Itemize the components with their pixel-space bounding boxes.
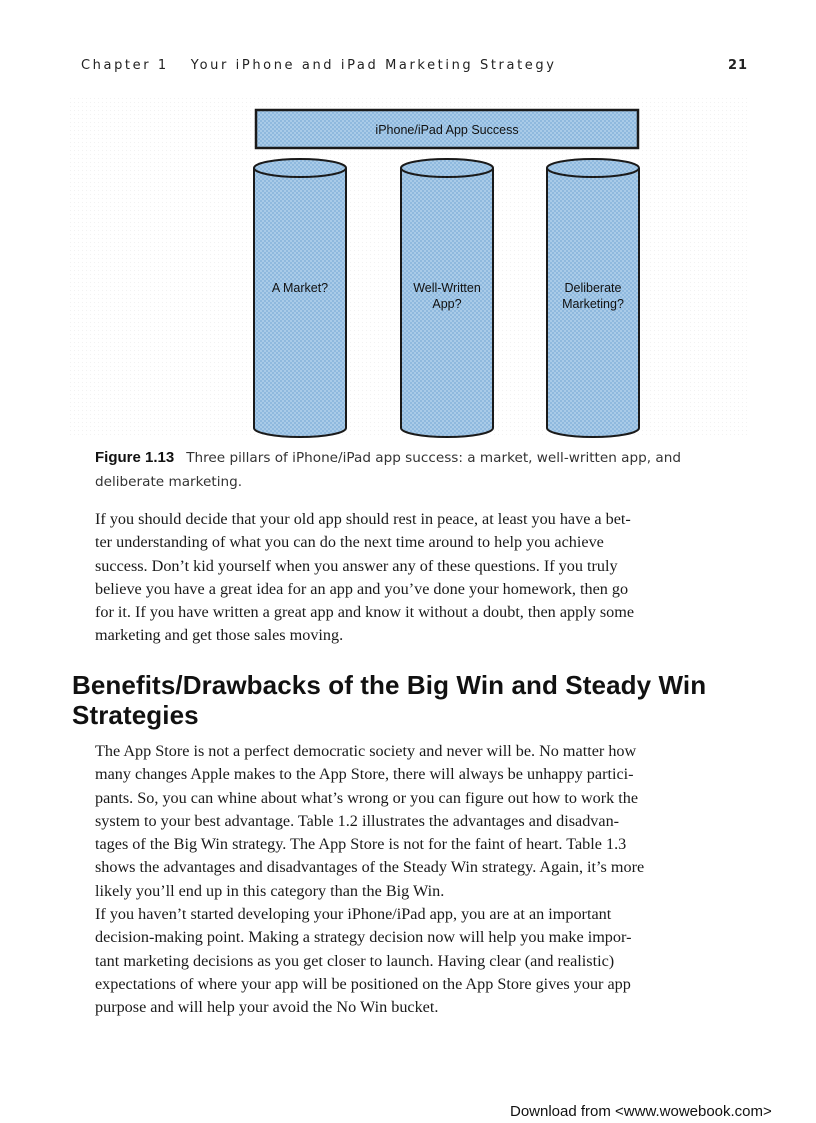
success-bar (256, 110, 638, 148)
pillar-app-label-line-1: Well-Written (413, 281, 481, 295)
pillars-diagram (70, 98, 750, 438)
paragraph-line: purpose and will help your avoid the No Win bucket. (95, 998, 439, 1017)
paragraph-1 (95, 508, 747, 648)
paragraph-3 (95, 903, 747, 1019)
paragraph-line: believe you have a great idea for an app and you’ve done your homework, then go (95, 579, 629, 598)
paragraph-line: ter understanding of what you can do the next time around to help you achieve (95, 533, 604, 552)
pillar-market-label: A Market? (271, 281, 329, 295)
chapter-label: Chapter 1 (81, 58, 169, 73)
paragraph-line: pants. So, you can whine about what’s wrong or you can figure out how to work the (95, 788, 639, 807)
paragraph-line: decision-making point. Making a strategy decision now will help you make impor- (95, 928, 632, 947)
paragraph-line: marketing and get those sales moving. (95, 626, 344, 645)
section-heading-line-2: Strategies (72, 700, 199, 730)
figure-caption (95, 446, 745, 494)
paragraph-line: If you haven’t started developing your iPhone/iPad app, you are at an important (95, 905, 612, 923)
pillar-deliberate-marketing (547, 159, 639, 437)
paragraph-line: The App Store is not a perfect democratic society and never will be. No matter how (95, 742, 637, 760)
paragraph-line: tages of the Big Win strategy. The App Store is not for the faint of heart. Table 1.3 (95, 835, 627, 854)
pillar-market (254, 159, 346, 437)
page-number: 21 (728, 58, 749, 73)
chapter-title: Your iPhone and iPad Marketing Strategy (190, 58, 557, 73)
paragraph-line: system to your best advantage. Table 1.2 illustrates the advantages and disadvan- (95, 811, 620, 830)
three-pillars-figure (70, 98, 750, 438)
pillar-marketing-label-line-1: Deliberate (564, 281, 622, 295)
paragraph-line: for it. If you have written a great app and know it without a doubt, then apply some (95, 603, 635, 622)
paragraph-line: tant marketing decisions as you get closer to launch. Having clear (and realistic) (95, 951, 615, 970)
caption-line-1: Three pillars of iPhone/iPad app success: a market, well-written app, and (186, 450, 681, 466)
paragraph-line: likely you’ll end up in this category than the Big Win. (95, 881, 445, 900)
running-head (81, 58, 557, 73)
paragraph-line: If you should decide that your old app should rest in peace, at least you have a bet- (95, 510, 631, 528)
pillar-well-written-app (401, 159, 493, 437)
paragraph-line: expectations of where your app will be positioned on the App Store gives your app (95, 974, 631, 993)
figure-label: Figure 1.13 (95, 449, 175, 466)
caption-line-2: deliberate marketing. (95, 474, 243, 490)
paragraph-line: success. Don’t kid yourself when you answer any of these questions. If you truly (95, 556, 618, 575)
download-source-note: Download from <www.wowebook.com> (510, 1103, 772, 1120)
paragraph-2 (95, 740, 747, 903)
paragraph-line: shows the advantages and disadvantages of the Steady Win strategy. Again, it’s more (95, 858, 645, 877)
pillar-app-label-line-2: App? (432, 297, 462, 311)
pillar-marketing-label-line-2: Marketing? (562, 297, 624, 311)
paragraph-line: many changes Apple makes to the App Store, there will always be unhappy partici- (95, 765, 634, 784)
section-heading (72, 670, 772, 730)
success-bar-label: iPhone/iPad App Success (375, 123, 519, 137)
section-heading-line-1: Benefits/Drawbacks of the Big Win and Steady Win (72, 670, 707, 700)
